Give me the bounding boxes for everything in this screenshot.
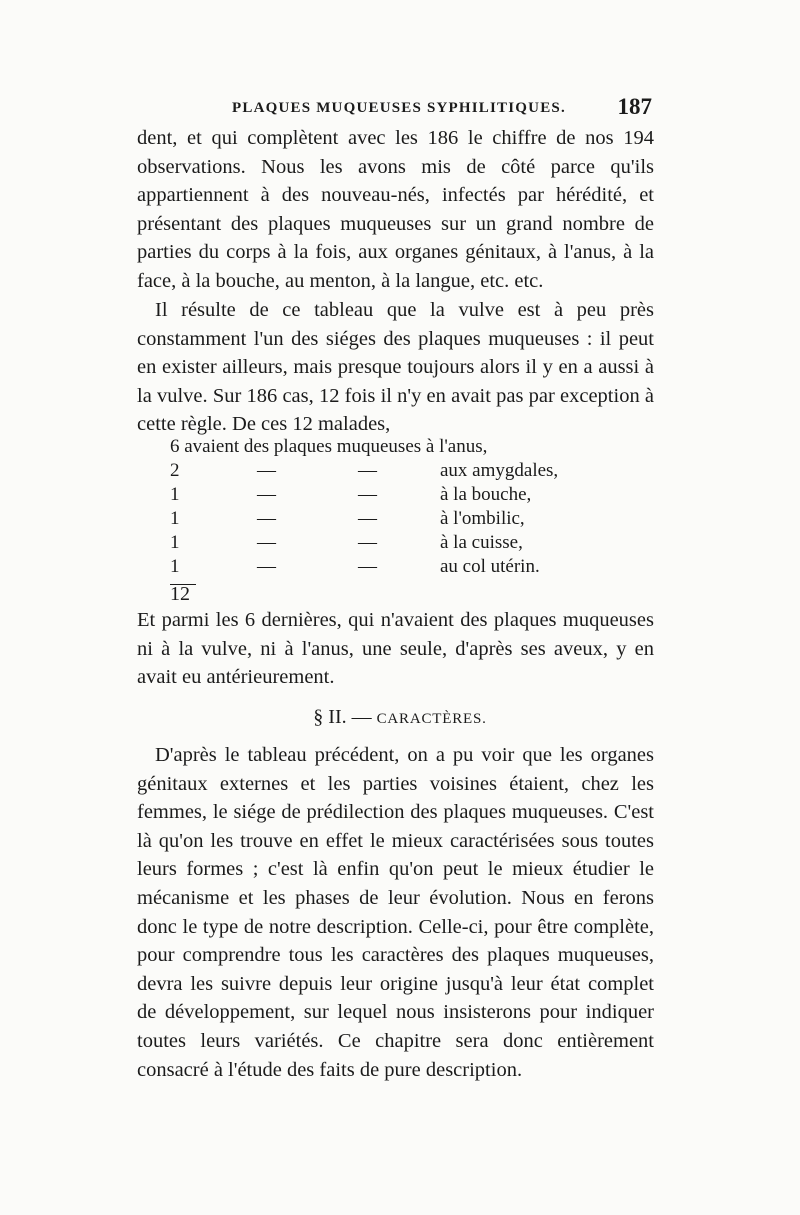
ditto-dash: —	[257, 484, 276, 505]
ditto-dash: —	[257, 508, 276, 529]
ditto-dash: —	[257, 460, 276, 481]
tally-row-4	[170, 508, 590, 532]
tally-count: 2	[170, 460, 180, 481]
ditto-dash: —	[358, 556, 377, 577]
patient-tally	[170, 436, 590, 605]
tally-row-3	[170, 484, 590, 508]
tally-row-1	[170, 436, 590, 460]
tally-count: 1	[170, 556, 180, 577]
tally-first-line: 6 avaient des plaques muqueuses à l'anus,	[170, 436, 488, 457]
paragraph-2: Il résulte de ce tableau que la vulve est à peu près constamment l'un des siéges des plaques muqueuses : il peut en exister ailleurs, mais presque toujours alors il y en a aussi à la vulve. Sur 186 cas, 12 fois il n'y en avait pas par exception à cette règle. De ces 12 malades,	[137, 299, 654, 436]
paragraph-3: Et parmi les 6 dernières, qui n'avaient des plaques muqueuses ni à la vulve, ni à l'anus, une seule, d'après ses aveux, y en avait eu antérieurement.	[137, 609, 654, 689]
ditto-dash: —	[358, 460, 377, 481]
paragraph-1: dent, et qui complètent avec les 186 le chiffre de nos 194 observations. Nous les avons mis de côté parce qu'ils appartiennent à des nouveau-nés, infectés par hérédité, et présentant des plaques muqueuses sur un grand nombre de parties du corps à la fois, aux organes génitaux, à l'anus, à la face, à la bouche, au menton, à la langue, etc. etc.	[137, 127, 654, 292]
section-number: § II. —	[313, 706, 377, 728]
page-header	[232, 94, 652, 124]
tally-row-2	[170, 460, 590, 484]
ditto-dash: —	[257, 532, 276, 553]
paragraph-4: D'après le tableau précédent, on a pu voir que les organes génitaux externes et les parties voisines étaient, chez les femmes, le siége de prédilection des plaques muqueuses. C'est là qu'on les trouve en effet le mieux caractérisées sous toutes leurs formes ; c'est là enfin qu'on peut le mieux étudier le mécanisme et les phases de leur évolution. Nous en ferons donc le type de notre description. Celle-ci, pour être complète, pour comprendre tous les caractères des plaques muqueuses, devra les suivre depuis leur origine jusqu'à leur état complet de développement, sur lequel nous insisterons pour indiquer toutes leurs variétés. Ce chapitre sera donc entièrement consacré à l'étude des faits de pure description.	[137, 744, 654, 1081]
tally-row-6	[170, 556, 590, 580]
ditto-dash: —	[257, 556, 276, 577]
ditto-dash: —	[358, 508, 377, 529]
tally-place: à la cuisse,	[440, 532, 523, 553]
tally-place: à la bouche,	[440, 484, 532, 505]
section-title: CARACTÈRES.	[376, 711, 487, 727]
tally-place: au col utérin.	[440, 556, 540, 577]
tally-row-5	[170, 532, 590, 556]
tally-count: 1	[170, 508, 180, 529]
running-title: PLAQUES MUQUEUSES SYPHILITIQUES.	[232, 100, 566, 116]
ditto-dash: —	[358, 532, 377, 553]
section-heading	[0, 706, 800, 729]
tally-place: aux amygdales,	[440, 460, 559, 481]
tally-count: 1	[170, 484, 180, 505]
tally-count: 1	[170, 532, 180, 553]
page-number: 187	[617, 94, 652, 119]
ditto-dash: —	[358, 484, 377, 505]
tally-place: à l'ombilic,	[440, 508, 525, 529]
tally-total: 12	[170, 583, 190, 605]
